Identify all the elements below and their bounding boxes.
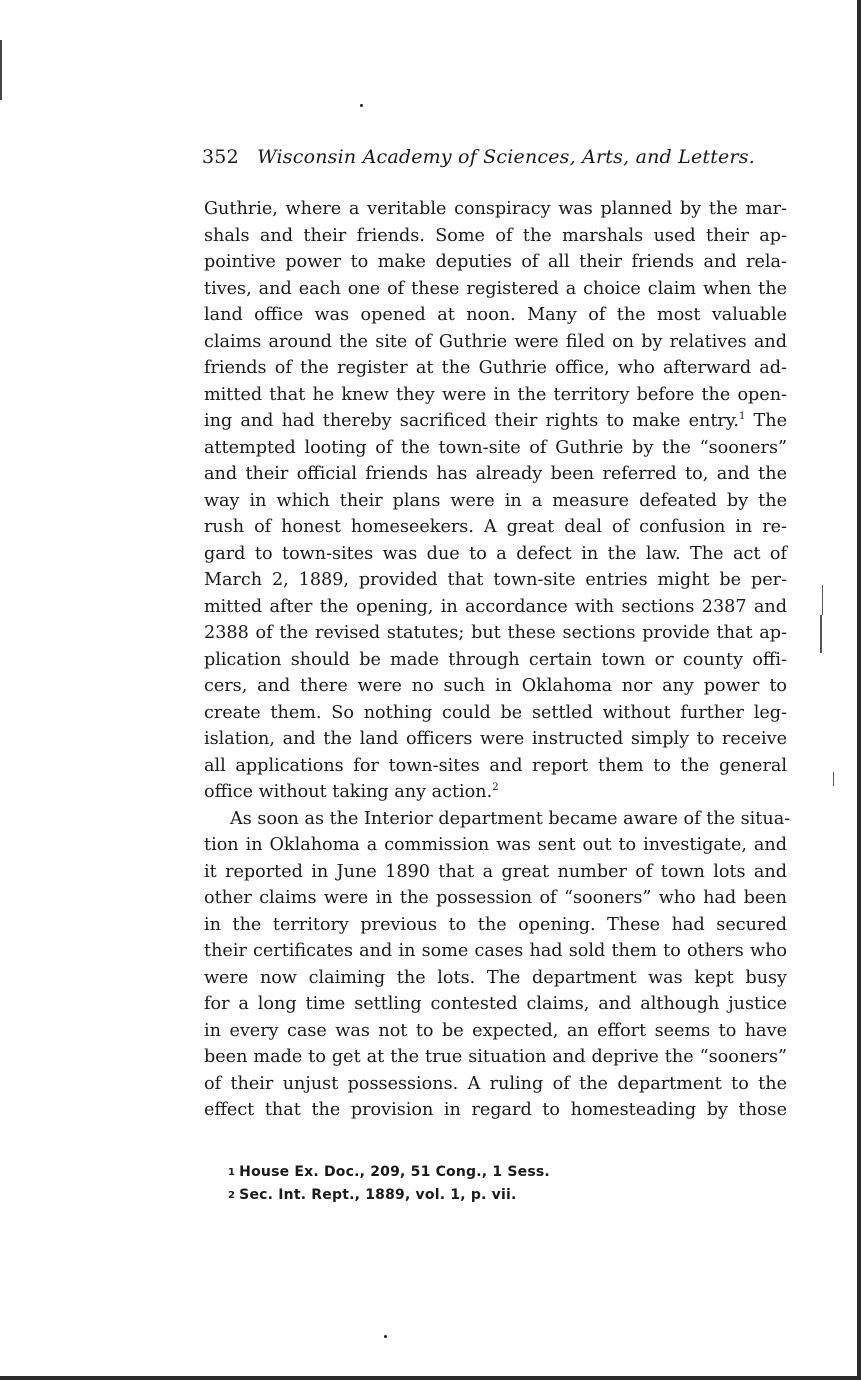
- text-line: islation, and the land officers were instructed simply to receive: [204, 729, 787, 749]
- text-line: mitted after the opening, in accordance with sections 2387 and: [204, 596, 787, 617]
- text-line: all applications for town-sites and report them to the general: [204, 755, 787, 776]
- text-line: of their unjust possessions. A ruling of the department to the: [204, 1073, 787, 1094]
- text-line: other claims were in the possession of “sooners” who had been: [204, 888, 787, 908]
- footnote: [228, 1161, 768, 1184]
- text-line: As soon as the Interior department became aware of the situa-: [230, 808, 791, 829]
- text-line: friends of the register at the Guthrie office, who afterward ad-: [204, 358, 787, 378]
- text-line: shals and their friends. Some of the marshals used their ap-: [204, 225, 787, 246]
- text-line: 2388 of the revised statutes; but these sections provide that ap-: [204, 623, 787, 643]
- footnote-ref: 1: [739, 411, 746, 422]
- text-line: and their official friends has already been referred to, and the: [204, 464, 787, 484]
- text-line: cers, and there were no such in Oklahoma nor any power to: [204, 676, 787, 696]
- text-line-part: The: [753, 411, 787, 431]
- text-line: their certificates and in some cases had sold them to others who: [204, 941, 787, 961]
- text-line: Guthrie, where a veritable conspiracy was planned by the mar-: [204, 199, 787, 219]
- text-line: claims around the site of Guthrie were filed on by relatives and: [204, 331, 787, 352]
- footnote-number: 1: [228, 1167, 236, 1178]
- scan-dot-bottom: [384, 1335, 387, 1338]
- text-line: gard to town-sites was due to a defect in the law. The act of: [204, 543, 787, 564]
- footnote-ref: 2: [492, 782, 499, 793]
- footnote-number: 2: [228, 1190, 236, 1201]
- text-line: mitted that he knew they were in the territory before the open-: [204, 384, 787, 405]
- text-line: were now claiming the lots. The department was kept busy: [204, 967, 787, 988]
- text-line: it reported in June 1890 that a great number of town lots and: [204, 861, 787, 882]
- footnotes: [228, 1161, 768, 1207]
- text-line: way in which their plans were in a measure defeated by the: [204, 490, 787, 511]
- scan-artifact-left: [0, 40, 2, 100]
- text-line: tives, and each one of these registered a choice claim when the: [204, 278, 787, 299]
- text-line-part: ing and had thereby sacrificed their rights to make entry.: [204, 411, 739, 431]
- text-line: pointive power to make deputies of all their friends and rela-: [204, 252, 787, 272]
- running-title: Wisconsin Academy of Sciences, Arts, and Letters.: [257, 146, 755, 168]
- body-text: [204, 196, 791, 1124]
- footnote-text: Sec. Int. Rept., 1889, vol. 1, p. vii.: [239, 1187, 517, 1203]
- text-line: tion in Oklahoma a commission was sent out to investigate, and: [204, 835, 787, 855]
- text-line: create them. So nothing could be settled without further leg-: [204, 702, 787, 723]
- footnote-text: House Ex. Doc., 209, 51 Cong., 1 Sess.: [239, 1164, 550, 1180]
- text-line: land office was opened at noon. Many of the most valuable: [204, 305, 787, 325]
- text-line: rush of honest homeseekers. A great deal of confusion in re-: [204, 517, 787, 537]
- text-line: March 2, 1889, provided that town-site entries might be per-: [204, 570, 787, 590]
- text-line: effect that the provision in regard to homesteading by those: [204, 1100, 787, 1120]
- page-number: 352: [202, 146, 239, 168]
- text-line: in the territory previous to the opening. These had secured: [204, 914, 787, 935]
- text-line: plication should be made through certain town or county offi-: [204, 649, 787, 670]
- margin-mark: [822, 585, 823, 615]
- margin-mark: [820, 615, 822, 653]
- scan-dot-top: [360, 104, 363, 107]
- text-line-part: office without taking any action.: [204, 782, 493, 802]
- footnote: [228, 1184, 768, 1207]
- text-line: attempted looting of the town-site of Guthrie by the “sooners”: [204, 437, 787, 458]
- running-header: [202, 146, 762, 168]
- margin-mark: [833, 772, 834, 786]
- text-line: for a long time settling contested claims, and although justice: [204, 994, 787, 1014]
- page-edge-right: [857, 0, 861, 1380]
- text-line: [204, 408, 787, 435]
- text-line: in every case was not to be expected, an effort seems to have: [204, 1020, 787, 1041]
- text-line: been made to get at the true situation and deprive the “sooners”: [204, 1047, 787, 1067]
- text-line: [204, 779, 787, 806]
- page-edge-bottom: [0, 1376, 861, 1380]
